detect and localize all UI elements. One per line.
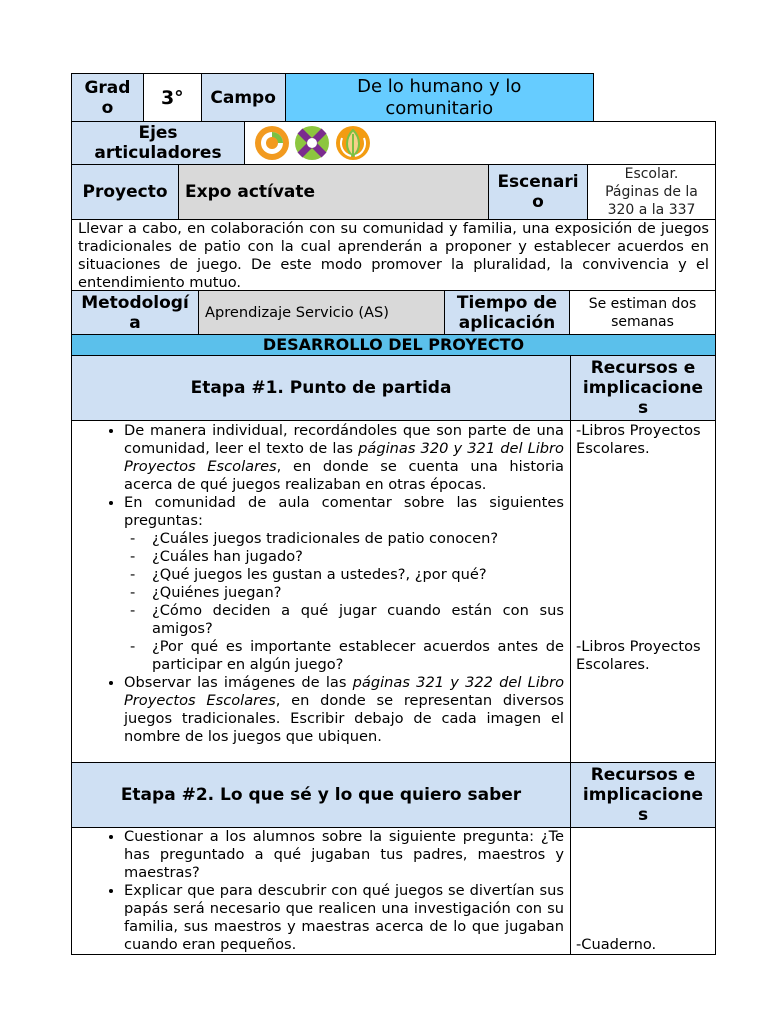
question-item: - ¿Qué juegos les gustan a ustedes?, ¿por qué? (152, 566, 564, 584)
etapa2-content-row (71, 828, 716, 955)
section-title: DESARROLLO DEL PROYECTO (262, 335, 525, 354)
etapa2-resources-header: Recursos e implicacione s (582, 765, 704, 825)
question-list (124, 530, 564, 674)
etapa1-title: Etapa #1. Punto de partida (72, 356, 571, 420)
tiempo-label: Tiempo de aplicación (445, 291, 570, 334)
resource-item: -Libros Proyectos Escolares. (576, 638, 701, 673)
proyecto-label: Proyecto (72, 165, 179, 219)
project-description: Llevar a cabo, en colaboración con su comunidad y familia, una exposición de juegos tradicionales de patio con la cual aprenderán a proponer y establecer acuerdos en situaciones de juego. De este modo promover la pluralidad, la convivencia y el entendimiento mutuo. (78, 220, 709, 291)
grado-label: Grad o (72, 74, 144, 121)
etapa2-bullets (72, 828, 564, 954)
etapa1-content-row (71, 421, 716, 763)
interculturalidad-icon (293, 124, 331, 162)
list-item: • En comunidad de aula comentar sobre las siguientes preguntas: - ¿Cuáles juegos tradicionales de patio conocen? - ¿Cuáles han jugado? - ¿Qué juegos les gustan a ustedes?, ¿por qué? - ¿Quiénes juegan? - ¿Cómo deciden a qué jugar cuando están con sus amigos? - ¿Por qué es importante establecer acuerdos antes de participar en algún juego? (124, 494, 564, 674)
list-item: • Observar las imágenes de las páginas 321 y 322 del Libro Proyectos Escolares, en donde se representan diversos juegos tradicionales. Escribir debajo de cada imagen el nombre de los juegos que ubiquen. (124, 674, 564, 746)
etapa1-bullets (72, 422, 564, 746)
metodologia-label: Metodologí a (72, 291, 199, 334)
proyecto-value: Expo actívate (179, 165, 489, 219)
etapa1-content (72, 421, 571, 762)
etapa1-header-row (71, 356, 716, 421)
etapa2-title: Etapa #2. Lo que sé y lo que quiero saber (72, 763, 571, 827)
campo-label: Campo (202, 74, 286, 121)
escenario-label: Escenari o (489, 165, 588, 219)
escenario-value: Escolar. Páginas de la 320 a la 337 (605, 166, 698, 218)
list-item: • Explicar que para descubrir con qué juegos se divertían sus papás será necesario que realicen una investigación con su familia, sus maestros y maestras acerca de lo que jugaban cuando eran pequeños. (124, 882, 564, 954)
etapa2-resources (571, 828, 715, 954)
etapa1-resources (571, 421, 715, 762)
campo-value: De lo humano y lo comunitario (286, 74, 594, 121)
etapa2-header-row (71, 763, 716, 828)
etapa2-content (72, 828, 571, 954)
project-planning-table (71, 73, 716, 955)
ejes-row (71, 121, 716, 165)
list-item: • Cuestionar a los alumnos sobre la siguiente pregunta: ¿Te has preguntado a qué jugaban tus padres, maestros y maestras? (124, 828, 564, 882)
tiempo-value: Se estiman dos semanas (588, 295, 697, 330)
inclusion-icon (253, 124, 291, 162)
ejes-label: Ejes articuladores (72, 122, 245, 164)
question-item: - ¿Quiénes juegan? (152, 584, 564, 602)
metodologia-row (71, 291, 716, 335)
question-item: - ¿Cuáles han jugado? (152, 548, 564, 566)
metodologia-value: Aprendizaje Servicio (AS) (199, 291, 445, 334)
question-item: - ¿Cuáles juegos tradicionales de patio conocen? (152, 530, 564, 548)
resource-item: -Cuaderno. (576, 936, 657, 953)
vida-saludable-icon (333, 124, 373, 162)
question-item: - ¿Cómo deciden a qué jugar cuando están con sus amigos? (152, 602, 564, 638)
ejes-icons (245, 122, 715, 164)
question-item: - ¿Por qué es importante establecer acuerdos antes de participar en algún juego? (152, 638, 564, 674)
header-row (71, 73, 594, 122)
description-row (71, 220, 716, 291)
section-bar (71, 335, 716, 356)
proyecto-row (71, 165, 716, 220)
grado-value: 3° (144, 74, 202, 121)
etapa1-resources-header: Recursos e implicacione s (582, 358, 704, 418)
resource-item: -Libros Proyectos Escolares. (576, 422, 701, 457)
list-item: • De manera individual, recordándoles que son parte de una comunidad, leer el texto de las páginas 320 y 321 del Libro Proyectos Escolares, en donde se cuenta una historia acerca de qué juegos realizaban en otras épocas. (124, 422, 564, 494)
